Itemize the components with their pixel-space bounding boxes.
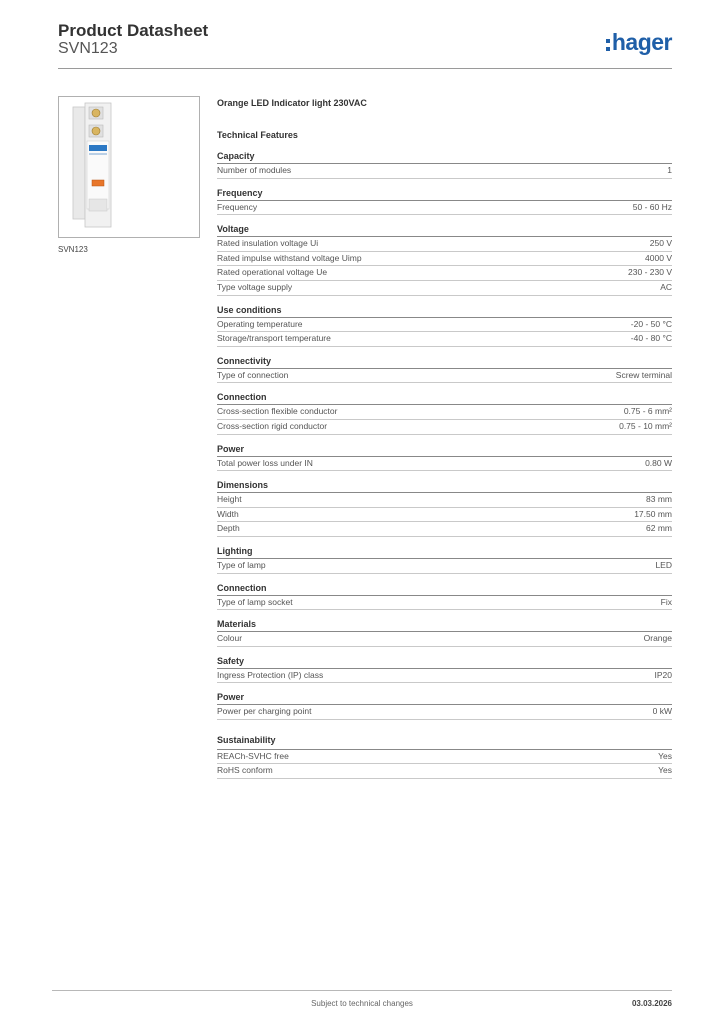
spec-label: Type of lamp socket: [217, 596, 293, 607]
spec-value: 0.80 W: [645, 457, 672, 468]
spec-value: Orange: [643, 633, 672, 644]
spec-label: Rated impulse withstand voltage Uimp: [217, 252, 362, 263]
spec-row: [217, 318, 672, 333]
footer-date: 03.03.2026: [631, 999, 672, 1008]
spec-row: [217, 457, 672, 472]
spec-row: [217, 266, 672, 281]
spec-label: Frequency: [217, 201, 258, 212]
hager-logo: [606, 29, 672, 56]
section-title: Connectivity: [217, 355, 672, 369]
spec-label: Type voltage supply: [217, 281, 293, 292]
spec-value: 0.75 - 10 mm²: [619, 420, 672, 431]
spec-value: IP20: [654, 669, 672, 680]
spec-label: Type of lamp: [217, 559, 266, 570]
section-title: Materials: [217, 618, 672, 632]
section-title: Use conditions: [217, 304, 672, 318]
spec-row: [217, 508, 672, 523]
spec-label: Rated insulation voltage Ui: [217, 238, 319, 249]
footer-note: Subject to technical changes: [311, 999, 413, 1008]
spec-value: LED: [655, 559, 672, 570]
spec-section: [217, 304, 672, 347]
spec-row: [217, 332, 672, 347]
image-caption: SVN123: [58, 245, 88, 254]
spec-section: [217, 582, 672, 611]
spec-value: Fix: [660, 596, 672, 607]
spec-row: [217, 596, 672, 611]
section-title: Frequency: [217, 187, 672, 201]
spec-value: 62 mm: [646, 523, 672, 534]
spec-row: [217, 632, 672, 647]
spec-row: [217, 559, 672, 574]
header-divider: [58, 68, 672, 69]
spec-value: 17.50 mm: [634, 508, 672, 519]
spec-section: [217, 443, 672, 472]
spec-value: Screw terminal: [615, 369, 672, 380]
spec-value: Yes: [658, 750, 672, 761]
spec-row: [217, 669, 672, 684]
spec-value: -40 - 80 °C: [630, 333, 672, 344]
spec-section: [217, 691, 672, 720]
spec-label: Power per charging point: [217, 706, 312, 717]
spec-section: [217, 187, 672, 216]
spec-row: [217, 405, 672, 420]
document-title: Product Datasheet: [58, 21, 209, 40]
spec-row: [217, 164, 672, 179]
spec-row: [217, 369, 672, 384]
section-sustainability: [217, 731, 672, 779]
spec-label: Width: [217, 508, 239, 519]
section-title: Connection: [217, 391, 672, 405]
spec-value: 1: [667, 165, 672, 175]
spec-label: Colour: [217, 633, 243, 644]
spec-label: Type of connection: [217, 369, 289, 380]
logo-wordmark: hager: [611, 29, 672, 55]
spec-row: [217, 750, 672, 765]
spec-section: [217, 355, 672, 384]
section-title: Voltage: [217, 223, 672, 237]
spec-label: Storage/transport temperature: [217, 333, 331, 344]
spec-section: [217, 545, 672, 574]
spec-label: Depth: [217, 523, 240, 534]
section-title: Power: [217, 443, 672, 457]
technical-content: [217, 96, 672, 779]
product-description: Orange LED Indicator light 230VAC: [217, 98, 367, 108]
features-heading: Technical Features: [217, 130, 298, 140]
feature-sections: [217, 150, 672, 720]
section-title: Safety: [217, 655, 672, 669]
spec-row: [217, 705, 672, 720]
section-title: Capacity: [217, 150, 672, 164]
spec-value: Yes: [658, 765, 672, 776]
spec-section: [217, 655, 672, 684]
spec-label: Total power loss under IN: [217, 457, 313, 468]
product-reference: SVN123: [58, 40, 118, 57]
spec-value: -20 - 50 °C: [630, 318, 672, 329]
spec-label: Height: [217, 494, 242, 505]
spec-value: AC: [660, 281, 672, 292]
spec-row: [217, 420, 672, 435]
led-indicator-device-icon: [67, 101, 115, 231]
spec-label: Rated operational voltage Ue: [217, 267, 328, 278]
spec-section: [217, 479, 672, 537]
spec-section: [217, 150, 672, 179]
spec-row: [217, 281, 672, 296]
section-title: Power: [217, 691, 672, 705]
section-title: Sustainability: [217, 731, 672, 750]
spec-value: 0.75 - 6 mm²: [623, 406, 672, 417]
spec-label: Operating temperature: [217, 318, 303, 329]
spec-row: [217, 201, 672, 216]
spec-value: 250 V: [649, 238, 672, 249]
spec-value: 50 - 60 Hz: [632, 201, 672, 212]
spec-row: [217, 493, 672, 508]
spec-label: Number of modules: [217, 165, 292, 175]
section-title: Dimensions: [217, 479, 672, 493]
spec-value: 83 mm: [646, 494, 672, 505]
spec-label: Ingress Protection (IP) class: [217, 669, 324, 680]
spec-value: 4000 V: [645, 252, 672, 263]
logo-colon-icon: [606, 39, 610, 51]
spec-section: [217, 391, 672, 434]
spec-label: RoHS conform: [217, 765, 273, 776]
spec-row: [217, 764, 672, 779]
spec-row: [217, 522, 672, 537]
spec-label: Cross-section rigid conductor: [217, 420, 328, 431]
spec-section: [217, 223, 672, 295]
section-title: Lighting: [217, 545, 672, 559]
spec-label: Cross-section flexible conductor: [217, 406, 338, 417]
spec-value: 230 - 230 V: [628, 267, 672, 278]
footer-divider: [52, 990, 672, 991]
spec-value: 0 kW: [652, 706, 672, 717]
spec-label: REACh-SVHC free: [217, 750, 289, 761]
spec-section: [217, 618, 672, 647]
spec-row: [217, 252, 672, 267]
product-image: [58, 96, 200, 238]
section-title: Connection: [217, 582, 672, 596]
spec-row: [217, 237, 672, 252]
